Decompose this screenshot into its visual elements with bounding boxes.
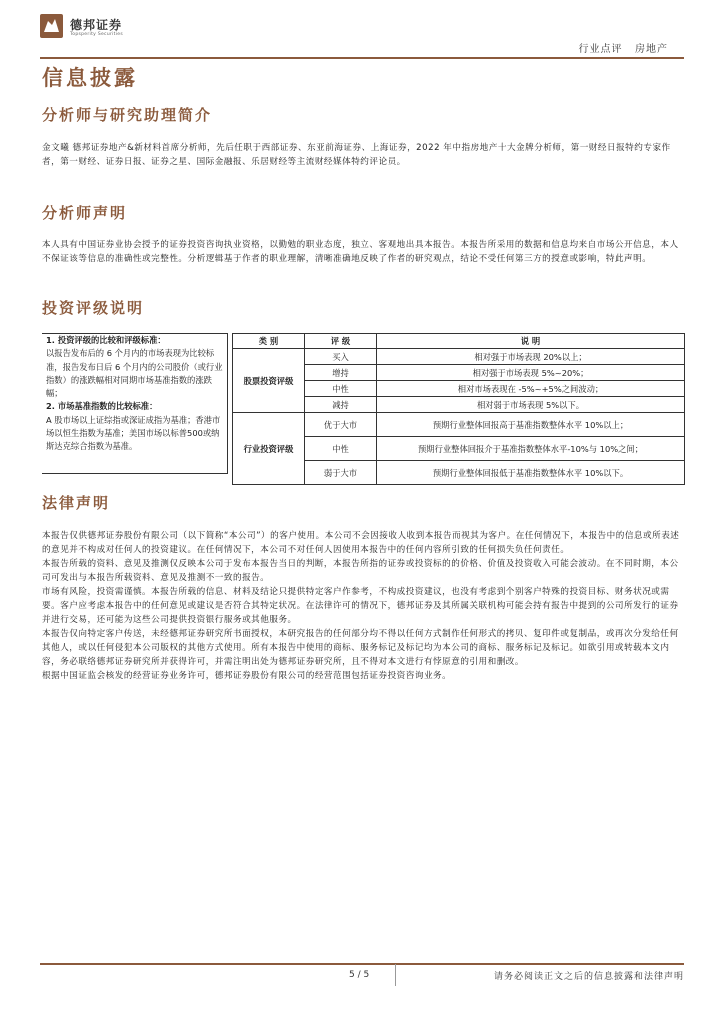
company-logo-icon <box>40 14 63 38</box>
logo-name-en: Topsperity Securities <box>70 32 124 37</box>
rating-cell: 增持 <box>305 365 377 381</box>
stock-rating-category: 股票投资评级 <box>233 349 305 413</box>
description-cell: 相对强于市场表现 20%以上； <box>377 349 685 365</box>
rating-cell: 买入 <box>305 349 377 365</box>
rating-cell: 减持 <box>305 397 377 413</box>
footer-separator <box>395 964 396 986</box>
page-number: 5 / 5 <box>349 970 370 980</box>
header-tags <box>578 40 668 55</box>
rating-criteria-heading-1: 1. 投资评级的比较和评级标准： <box>46 335 166 345</box>
rating-cell: 弱于大市 <box>305 461 377 485</box>
report-industry: 房地产 <box>635 44 668 55</box>
column-header-description: 说 明 <box>377 334 685 349</box>
rating-cell: 优于大市 <box>305 413 377 437</box>
header-divider <box>40 57 684 59</box>
table-header-row <box>233 334 685 349</box>
description-cell: 相对强于市场表现 5%~20%； <box>377 365 685 381</box>
section-title-legal: 法律声明 <box>42 494 111 512</box>
table-row <box>233 349 685 365</box>
column-header-category: 类 别 <box>233 334 305 349</box>
description-cell: 相对市场表现在 -5%~+5%之间波动； <box>377 381 685 397</box>
rating-criteria-box <box>42 333 228 474</box>
rating-table <box>232 333 685 485</box>
section-title-rating: 投资评级说明 <box>42 299 145 317</box>
description-cell: 相对弱于市场表现 5%以下。 <box>377 397 685 413</box>
page-title: 信息披露 <box>42 66 138 90</box>
section-title-analyst-intro: 分析师与研究助理简介 <box>42 106 213 124</box>
rating-criteria-text-1: 以报告发布后的 6 个月内的市场表现为比较标准，报告发布日后 6 个月内的公司股价（或行业指数）的涨跌幅相对同期市场基准指数的涨跌幅； <box>46 348 223 399</box>
analyst-statement-text: 本人具有中国证券业协会授予的证券投资咨询执业资格，以勤勉的职业态度，独立、客观地出具本报告。本报告所采用的数据和信息均来自市场公开信息，本人不保证该等信息的准确性或完整性。分析逻辑基于作者的职业理解，清晰准确地反映了作者的研究观点，结论不受任何第三方的授意或影响，特此声明。 <box>42 240 679 264</box>
analyst-intro-text: 金文曦 德邦证券地产&新材料首席分析师，先后任职于西部证券、东亚前海证券、上海证券，2022 年中指房地产十大金牌分析师，第一财经日报特约专家作者，第一财经、证券日报、证券之星、国际金融报、乐居财经等主流财经媒体特约评论员。 <box>42 143 671 167</box>
logo-name-cn: 德邦证券 <box>70 18 123 32</box>
report-category: 行业点评 <box>578 44 623 55</box>
rating-criteria-text-2: A 股市场以上证综指或深证成指为基准；香港市场以恒生指数为基准；美国市场以标普500或纳斯达克综合指数为基准。 <box>46 414 221 452</box>
description-cell: 预期行业整体回报低于基准指数整体水平 10%以下。 <box>377 461 685 485</box>
table-row <box>233 413 685 437</box>
description-cell: 预期行业整体回报介于基准指数整体水平-10%与 10%之间； <box>377 437 685 461</box>
column-header-rating: 评 级 <box>305 334 377 349</box>
rating-criteria-heading-2: 2. 市场基准指数的比较标准： <box>46 401 158 412</box>
description-cell: 预期行业整体回报高于基准指数整体水平 10%以上； <box>377 413 685 437</box>
legal-text: 本报告仅供德邦证券股份有限公司（以下简称“本公司”）的客户使用。本公司不会因接收人收到本报告而视其为客户。在任何情况下，本报告中的信息或所表述的意见并不构成对任何人的投资建议。在任何情况下，本公司不对任何人因使用本报告中的任何内容所引致的任何损失负任何责任。 本报告所载的资料、意见及推测仅反映本公司于发布本报告当日的判断，本报告所指的证券或投资标的的价格、价值及投资收入可能会波动。在不同时期，本公司可发出与本报告所载资料、意见及推测不一致的报告。 市场有风险，投资需谨慎。本报告所载的信息、材料及结论只提供特定客户作参考，不构成投资建议，也没有考虑到个别客户特殊的投资目标、财务状况或需要。客户应考虑本报告中的任何意见或建议是否符合其特定状况。在法律许可的情况下，德邦证券及其所属关联机构可能会持有报告中提到的公司所发行的证券并进行交易，还可能为这些公司提供投资银行服务或其他服务。 本报告仅向特定客户传送，未经德邦证券研究所书面授权，本研究报告的任何部分均不得以任何方式制作任何形式的拷贝、复印件或复制品，或再次分发给任何其他人，或以任何侵犯本公司版权的其他方式使用。所有本报告中使用的商标、服务标记及标记均为本公司的商标、服务标记及标记。如欲引用或转载本文内容，务必联络德邦证券研究所并获得许可，并需注明出处为德邦证券研究所，且不得对本文进行有悖原意的引用和删改。 根据中国证监会核发的经营证券业务许可，德邦证券股份有限公司的经营范围包括证券投资咨询业务。 <box>42 531 680 681</box>
rating-cell: 中性 <box>305 381 377 397</box>
industry-rating-category: 行业投资评级 <box>233 413 305 485</box>
section-title-analyst-statement: 分析师声明 <box>42 204 128 222</box>
rating-table-block <box>42 333 684 478</box>
footer-notice: 请务必阅读正文之后的信息披露和法律声明 <box>493 972 684 982</box>
footer-divider <box>40 963 684 965</box>
rating-cell: 中性 <box>305 437 377 461</box>
